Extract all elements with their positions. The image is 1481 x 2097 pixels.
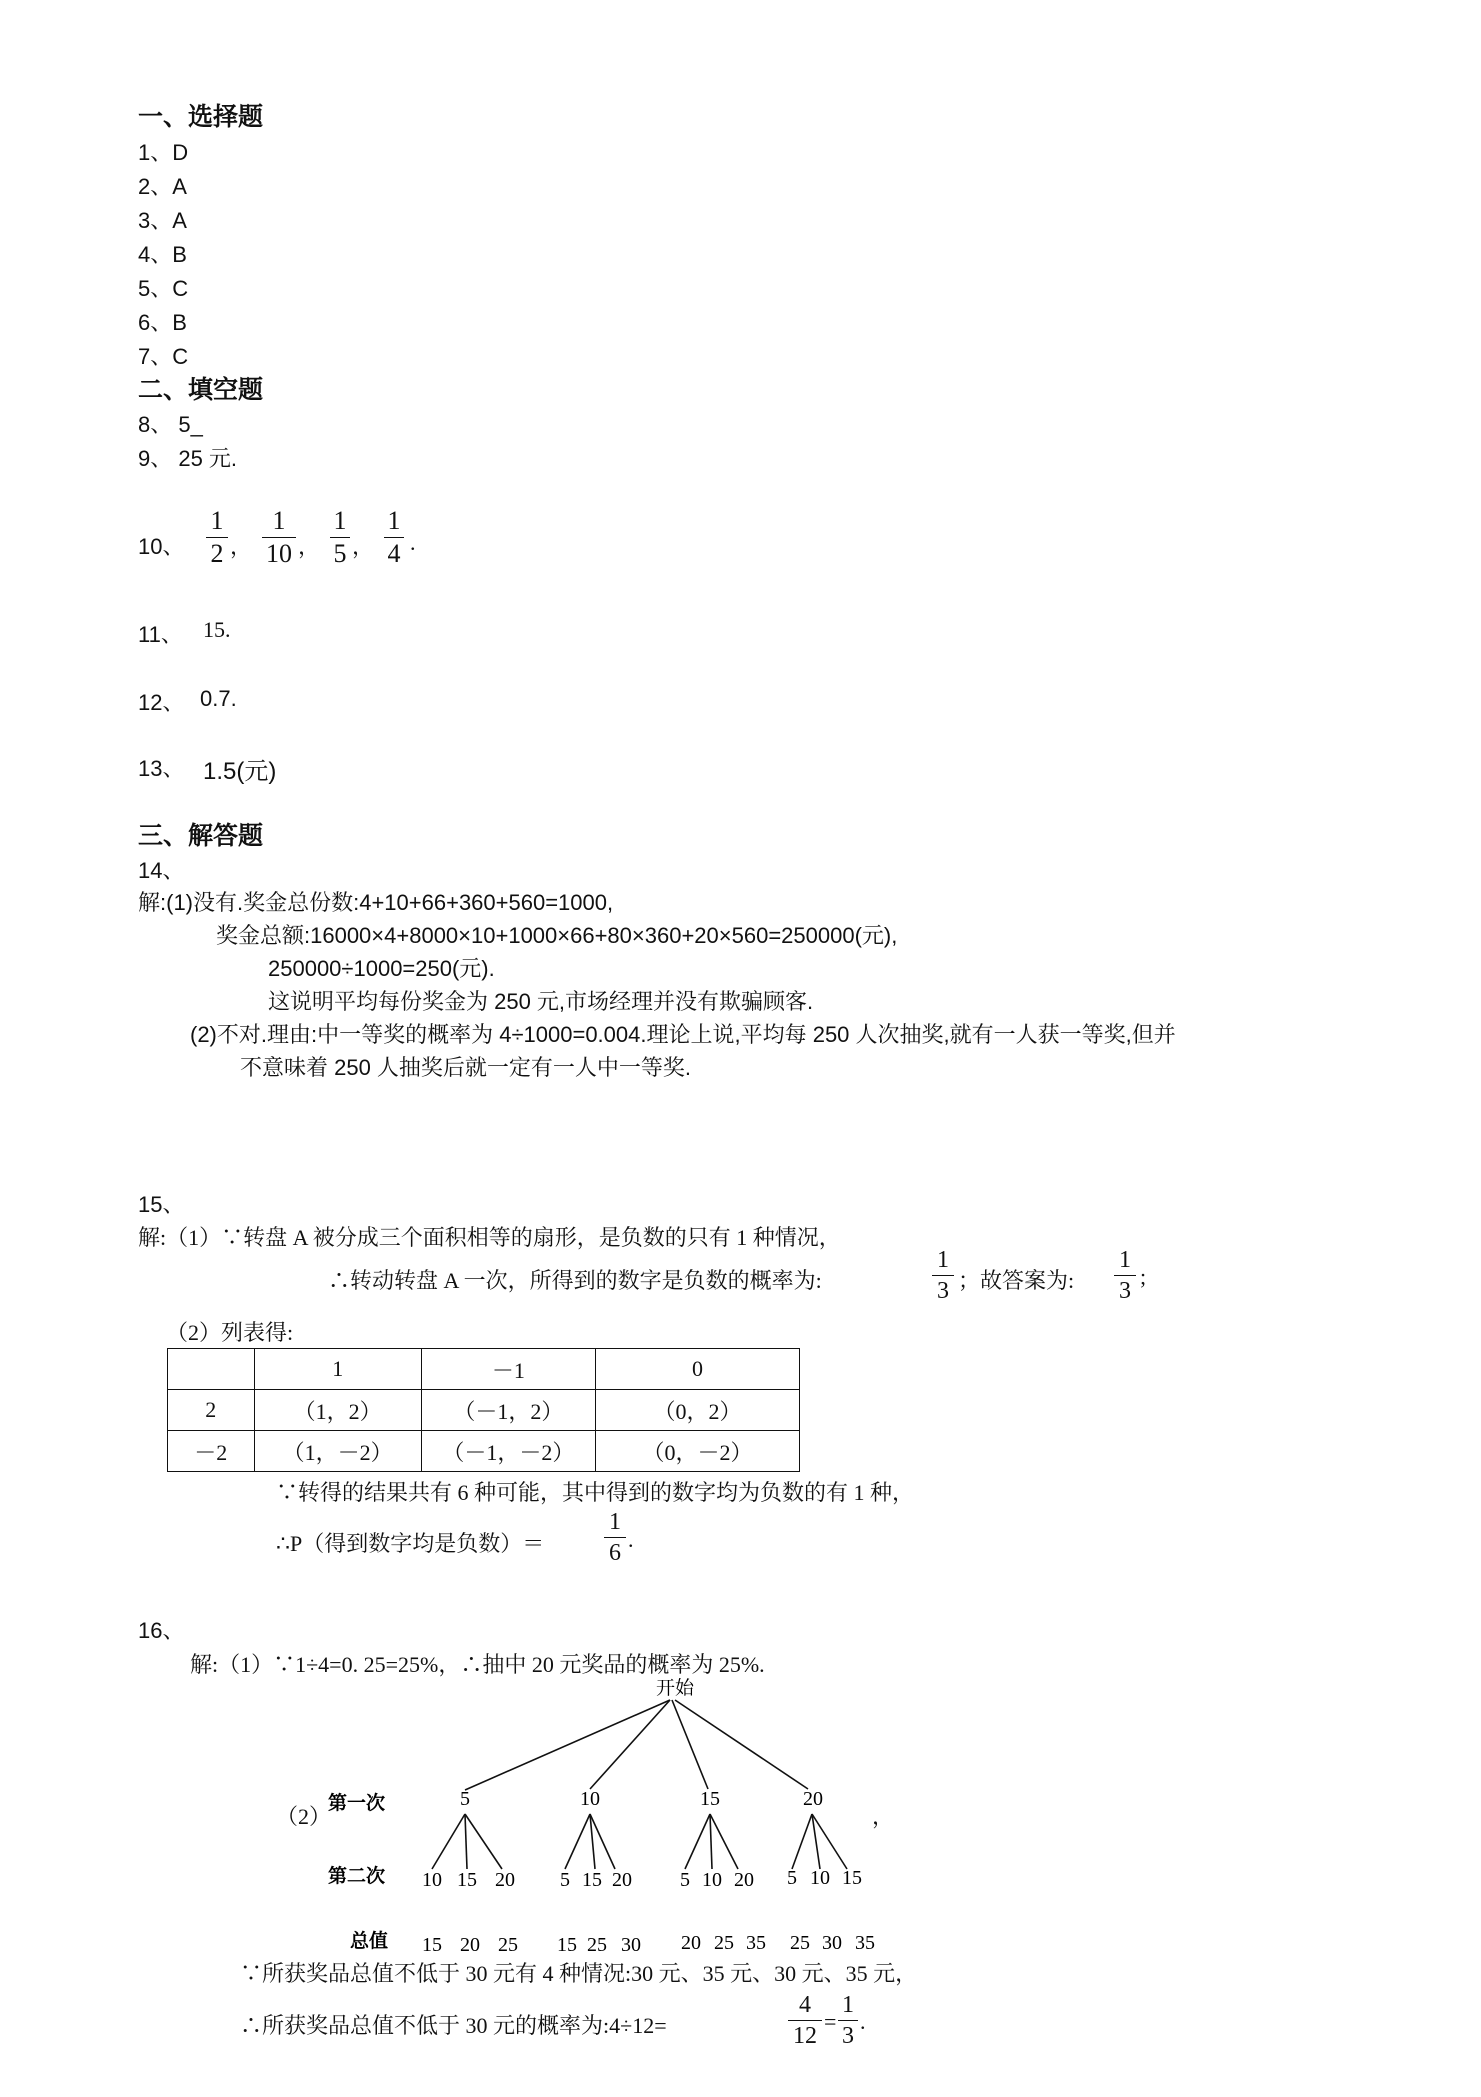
separator: ，	[298, 534, 321, 559]
table-cell: （0，2）	[595, 1390, 799, 1431]
answer-q15-label: 15、	[138, 1192, 185, 1217]
tree-node: 15	[842, 1867, 862, 1889]
tree-total: 35	[855, 1932, 875, 1952]
tree-edges	[432, 1700, 847, 1869]
tree-total: 25	[790, 1932, 810, 1952]
fraction: 1 3	[838, 1993, 858, 2048]
answer-item: 6、B	[138, 310, 187, 335]
answer-q16-label: 16、	[138, 1618, 185, 1643]
solution-line: 不意味着 250 人抽奖后就一定有一人中一等奖.	[240, 1055, 692, 1080]
table-cell: （－1，2）	[421, 1390, 595, 1431]
fraction: 1 6	[604, 1510, 626, 1565]
solution-line: 解:(1)没有.奖金总份数:4+10+66+360+560=1000,	[138, 890, 614, 915]
tree-total: 25	[587, 1934, 607, 1952]
answer-item: 5、C	[138, 276, 189, 301]
table-cell: 1	[254, 1349, 421, 1390]
tree-total: 30	[621, 1934, 641, 1952]
comma: ，	[872, 1804, 895, 1829]
tree-row-label: 第二次	[328, 1866, 386, 1887]
table-row	[168, 1390, 800, 1431]
tree-total: 15	[557, 1934, 577, 1952]
tree-node: 20	[734, 1869, 754, 1891]
table-cell	[168, 1349, 255, 1390]
period: .	[410, 530, 416, 555]
period: .	[860, 2009, 866, 2034]
answer-q11-label: 11、	[138, 622, 183, 647]
tree-node: 15	[457, 1869, 477, 1891]
tree-row-label: 第一次	[328, 1793, 386, 1814]
answer-q9: 9、 25 元.	[138, 446, 238, 471]
table-cell: （1，2）	[254, 1390, 421, 1431]
tree-diagram	[320, 1672, 880, 1952]
tree-node: 10	[422, 1869, 442, 1891]
solution-line: 解:（1）∵1÷4=0. 25=25%，∴抽中 20 元奖品的概率为 25%.	[190, 1652, 765, 1677]
solution-line: ∵转得的结果共有 6 种可能，其中得到的数字均为负数的有 1 种，	[276, 1480, 915, 1505]
tree-total: 35	[746, 1932, 766, 1952]
equals-sign: =	[824, 2009, 837, 2034]
table-cell: 2	[168, 1390, 255, 1431]
solution-line: ∴转动转盘 A 一次，所得到的数字是负数的概率为:	[328, 1268, 822, 1293]
fraction: 1 2	[206, 508, 228, 567]
tree-node: 20	[495, 1869, 515, 1891]
tree-node: 5	[460, 1788, 470, 1810]
tree-total: 30	[822, 1932, 842, 1952]
answer-q12-label: 12、	[138, 690, 185, 715]
answer-item: 3、A	[138, 208, 187, 233]
table-row	[168, 1431, 800, 1472]
solution-line: ∵所获奖品总值不低于 30 元有 4 种情况:30 元、35 元、30 元、35 元，	[240, 1961, 918, 1986]
tree-total: 25	[714, 1932, 734, 1952]
tree-node: 5	[680, 1869, 690, 1891]
semicolon: ;	[1140, 1264, 1147, 1289]
solution-text: ；故答案为:	[958, 1268, 1075, 1293]
solution-line: 这说明平均每份奖金为 250 元,市场经理并没有欺骗顾客.	[268, 989, 814, 1014]
solution-line: ∴P（得到数字均是负数）＝	[276, 1531, 545, 1556]
separator: ，	[230, 534, 253, 559]
fraction: 1 5	[330, 508, 350, 567]
answer-q14-label: 14、	[138, 858, 185, 883]
table-cell: （1，－2）	[254, 1431, 421, 1472]
solution-line: （2）列表得:	[166, 1320, 294, 1345]
tree-node: 20	[612, 1869, 632, 1891]
answer-q12: 0.7.	[200, 686, 237, 711]
table-cell: （0，－2）	[595, 1431, 799, 1472]
section-title-choice: 一、选择题	[138, 103, 264, 131]
tree-row-label: 总值	[350, 1931, 389, 1952]
tree-total: 20	[681, 1932, 701, 1952]
answer-item: 1、D	[138, 140, 189, 165]
tree-total: 25	[498, 1934, 518, 1952]
fraction: 1 10	[262, 508, 296, 567]
answer-q11: 15.	[203, 617, 231, 642]
tree-total: 20	[460, 1934, 480, 1952]
tree-total: 15	[422, 1934, 442, 1952]
tree-node: 5	[560, 1869, 570, 1891]
table-cell: 0	[595, 1349, 799, 1390]
answer-q8: 8、 5_	[138, 412, 203, 437]
tree-node: 10	[580, 1788, 600, 1810]
part-label: （2）	[276, 1804, 332, 1829]
table-cell: －1	[421, 1349, 595, 1390]
answer-item: 4、B	[138, 242, 187, 267]
fraction: 1 3	[932, 1248, 954, 1303]
tree-node: 20	[803, 1788, 823, 1810]
tree-node: 10	[810, 1867, 830, 1889]
tree-root: 开始	[655, 1678, 695, 1699]
answer-item: 7、C	[138, 344, 189, 369]
tree-node: 10	[702, 1869, 722, 1891]
answer-item: 2、A	[138, 174, 187, 199]
section-title-solve: 三、解答题	[138, 822, 264, 850]
outcome-table	[167, 1348, 800, 1472]
solution-line: ∴所获奖品总值不低于 30 元的概率为:4÷12=	[240, 2013, 667, 2038]
answer-q13: 1.5(元)	[203, 758, 277, 785]
answer-q13-label: 13、	[138, 756, 185, 781]
solution-line: (2)不对.理由:中一等奖的概率为 4÷1000=0.004.理论上说,平均每 250 人次抽奖,就有一人获一等奖,但并	[190, 1022, 1176, 1047]
answer-q10-label: 10、	[138, 534, 185, 559]
table-row	[168, 1349, 800, 1390]
tree-node: 15	[700, 1788, 720, 1810]
table-cell: （－1，－2）	[421, 1431, 595, 1472]
period: .	[628, 1527, 634, 1552]
fraction: 4 12	[788, 1993, 822, 2048]
separator: ，	[352, 534, 375, 559]
table-cell: －2	[168, 1431, 255, 1472]
tree-node: 15	[582, 1869, 602, 1891]
solution-line: 解:（1）∵转盘 A 被分成三个面积相等的扇形，是负数的只有 1 种情况，	[138, 1225, 841, 1250]
solution-line: 250000÷1000=250(元).	[268, 956, 495, 981]
fraction: 1 4	[384, 508, 404, 567]
section-title-fill: 二、填空题	[138, 376, 264, 404]
fraction: 1 3	[1114, 1248, 1136, 1303]
solution-line: 奖金总额:16000×4+8000×10+1000×66+80×360+20×560=250000(元),	[216, 923, 898, 948]
tree-node: 5	[787, 1867, 797, 1889]
